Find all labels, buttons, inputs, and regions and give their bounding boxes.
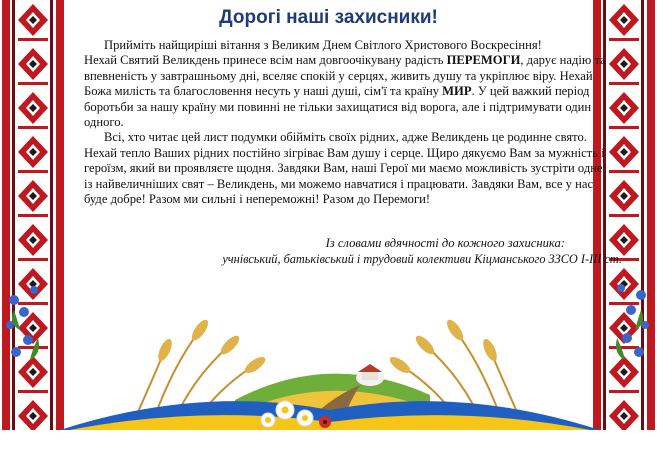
greeting-paragraph-1: Прийміть найщиріші вітання з Великим Днем Світлого Христового Воскресіння! bbox=[104, 38, 542, 52]
signature-line-2: учнівський, батьківський і трудовий колективи Кіцманського ЗЗСО І-ІІІ ст. bbox=[222, 252, 622, 266]
signature-line-1: Із словами вдячності до кожного захисника: bbox=[325, 236, 565, 250]
poppy-icon bbox=[319, 416, 331, 428]
victory-word: ПЕРЕМОГИ bbox=[446, 53, 521, 68]
paragraph-2-text-start: Нехай Святий Великдень принесе всім нам довгоочікувану радість bbox=[84, 53, 447, 68]
greeting-paragraph-2 bbox=[84, 53, 614, 130]
greeting-paragraph-3: Всі, хто читає цей лист подумки обійміть своїх рідних, адже Великдень це родинне свято. Нехай тепло Ваших рідних постійно зігріває Вам душу і серце. Щиро дякуємо Вам за мужність і героїзм, який ви проявляєте щодня. Завдяки Вам, наші Герої ми маємо можливість зустріти одне із найвеличніших свят – Великдень, ми можемо навчатися і працювати. Завдяки Вам, все у нас буде добре! Разом ми сильні і непереможні! Разом до Перемоги! bbox=[84, 130, 605, 207]
paragraph-2-text-end: . У цей важкий період боротьби за нашу країну ми повинні не тільки захищатися від ворога, але і підтримувати один одного. bbox=[84, 84, 592, 130]
card-title: Дорогі наші захисники! bbox=[219, 7, 438, 28]
paragraph-2-text-middle: , дарує надію та впевненість у завтрашньому дні, вселяє спокій у серцях, живить душу та укріплює віру. Нехай Божа милість та благословення несуть у наші душі, сім'ї та країну bbox=[84, 53, 606, 99]
greeting-text bbox=[84, 38, 614, 207]
easter-field-illustration bbox=[0, 290, 657, 430]
peace-word: МИР bbox=[442, 84, 472, 99]
page-margin bbox=[0, 430, 657, 464]
